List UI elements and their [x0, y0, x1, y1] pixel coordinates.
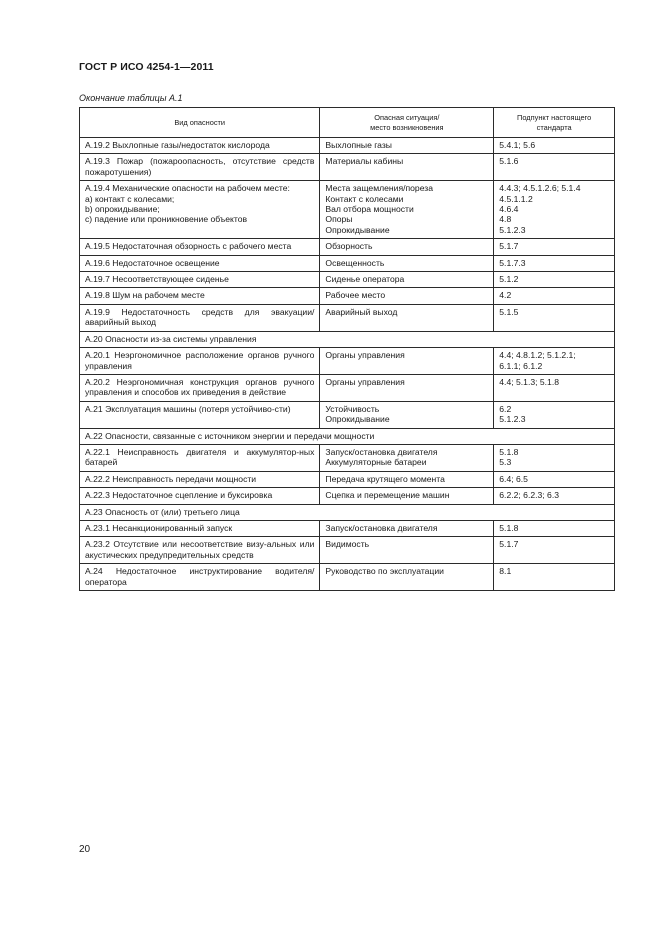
situation-cell — [320, 374, 494, 401]
table-row — [80, 181, 615, 239]
situation-cell-line: Сиденье оператора — [325, 274, 405, 285]
clause-cell-line: 6.2 — [499, 403, 512, 414]
table-row — [80, 444, 615, 471]
situation-cell-line: Устойчивость — [325, 403, 380, 414]
clause-cell-line: 4.8 — [499, 214, 512, 225]
hazard-cell — [80, 401, 320, 428]
situation-cell-line: Опоры — [325, 214, 353, 225]
table-row — [80, 374, 615, 401]
situation-cell — [320, 348, 494, 375]
clause-cell-line: 6.4; 6.5 — [499, 473, 528, 484]
hazard-cell — [80, 255, 320, 271]
table-row — [80, 288, 615, 304]
situation-cell — [320, 444, 494, 471]
hazard-cell-line: А.23.2 Отсутствие или несоответствие визу-альных или акустических предупредительных средств — [85, 539, 315, 560]
hazard-cell-line: а) контакт с колесами; — [85, 193, 175, 204]
page-number: 20 — [79, 844, 91, 855]
hazard-cell — [80, 488, 320, 504]
hazard-cell — [80, 444, 320, 471]
column-header-situation: Опасная ситуация/ место возникновения — [320, 108, 494, 138]
situation-cell-line: Места защемления/пореза — [325, 183, 434, 194]
clause-cell-line: 4.4; 5.1.3; 5.1.8 — [499, 376, 560, 387]
clause-cell-line: 5.4.1; 5.6 — [499, 140, 536, 150]
situation-cell-line: Руководство по эксплуатации — [325, 566, 444, 577]
hazard-cell-line: А.19.9 Недостаточность средств для эвакуации/ аварийный выход — [85, 306, 315, 328]
hazard-cell-line: А.20.1 Неэргономичное расположение органов ручного управления — [85, 350, 315, 371]
table-row — [80, 272, 615, 288]
clause-cell-line: 4.2 — [499, 290, 512, 301]
clause-cell — [494, 154, 615, 181]
document-header: ГОСТ Р ИСО 4254-1—2011 — [79, 61, 214, 73]
situation-cell — [320, 401, 494, 428]
situation-cell — [320, 488, 494, 504]
clause-cell-line: 5.1.7 — [499, 241, 519, 252]
hazard-cell — [80, 564, 320, 591]
clause-cell-line: 4.4.3; 4.5.1.2.6; 5.1.4 — [499, 183, 581, 194]
group-heading: А.22 Опасности, связанные с источником энергии и передачи мощности — [80, 428, 615, 444]
table-row — [80, 537, 615, 564]
situation-cell-line: Обзорность — [325, 241, 373, 252]
clause-cell — [494, 348, 615, 375]
situation-cell — [320, 520, 494, 536]
situation-cell-line: Сцепка и перемещение машин — [325, 490, 450, 501]
situation-cell — [320, 181, 494, 239]
hazard-cell — [80, 181, 320, 239]
hazard-cell — [80, 304, 320, 331]
clause-cell-line: 4.4; 4.8.1.2; 5.1.2.1; — [499, 350, 576, 361]
hazard-cell-line: А.21 Эксплуатация машины (потеря устойчиво-сти) — [85, 403, 291, 414]
hazard-cell-line: А.22.3 Недостаточное сцепление и буксировка — [85, 490, 273, 501]
clause-cell-line: 5.1.5 — [499, 306, 519, 317]
hazard-cell-line: А.19.2 Выхлопные газы/недостаток кислорода — [85, 140, 270, 150]
clause-cell — [494, 374, 615, 401]
situation-cell — [320, 537, 494, 564]
hazard-cell — [80, 239, 320, 255]
hazard-cell-line: А.20.2 Неэргономичная конструкция органов ручного управления и способов их приведения в действие — [85, 376, 315, 398]
situation-cell — [320, 304, 494, 331]
clause-cell-line: 4.5.1.1.2 — [499, 193, 533, 204]
situation-cell — [320, 288, 494, 304]
situation-cell-line: Материалы кабины — [325, 156, 404, 167]
situation-cell-line: Видимость — [325, 539, 370, 550]
table-body — [80, 138, 615, 591]
clause-cell — [494, 181, 615, 239]
situation-cell-line: Выхлопные газы — [325, 140, 392, 150]
table-caption: Окончание таблицы А.1 — [79, 93, 183, 103]
situation-cell-line: Рабочее место — [325, 290, 386, 301]
clause-cell-line: 8.1 — [499, 566, 512, 577]
situation-cell — [320, 272, 494, 288]
situation-cell-line: Опрокидывание — [325, 414, 390, 425]
clause-cell-line: 5.1.2 — [499, 274, 519, 285]
situation-cell-line: Освещенность — [325, 257, 385, 268]
hazard-cell — [80, 138, 320, 154]
clause-cell — [494, 401, 615, 428]
clause-cell — [494, 471, 615, 487]
clause-cell-line: 5.1.2.3 — [499, 414, 526, 425]
clause-cell — [494, 304, 615, 331]
table-row — [80, 471, 615, 487]
group-heading: А.23 Опасность от (или) третьего лица — [80, 504, 615, 520]
column-header-hazard: Вид опасности — [80, 108, 320, 138]
situation-cell — [320, 138, 494, 154]
situation-cell-line: Запуск/остановка двигателя — [325, 522, 438, 533]
situation-cell-line: Аккумуляторные батареи — [325, 457, 427, 468]
hazard-cell — [80, 154, 320, 181]
clause-cell — [494, 444, 615, 471]
table-group-row — [80, 504, 615, 520]
hazard-cell-line: А.19.8 Шум на рабочем месте — [85, 290, 205, 301]
hazard-cell-line: А.23.1 Несанкционированный запуск — [85, 522, 233, 533]
table-row — [80, 520, 615, 536]
hazard-cell-line: А.19.4 Механические опасности на рабочем месте: — [85, 183, 290, 194]
clause-cell-line: 6.1.1; 6.1.2 — [499, 360, 543, 371]
clause-cell — [494, 272, 615, 288]
table-row — [80, 154, 615, 181]
hazard-cell — [80, 537, 320, 564]
hazard-cell — [80, 348, 320, 375]
hazard-cell-line: А.19.7 Несоответствующее сиденье — [85, 274, 229, 285]
clause-cell — [494, 520, 615, 536]
hazard-cell-line: А.19.3 Пожар (пожароопасность, отсутствие средств пожаротушения) — [85, 156, 315, 177]
situation-cell-line: Передача крутящего момента — [325, 473, 445, 484]
table-row — [80, 138, 615, 154]
clause-cell-line: 5.3 — [499, 457, 512, 468]
table-row — [80, 488, 615, 504]
group-heading: А.20 Опасности из-за системы управления — [80, 331, 615, 347]
clause-cell — [494, 288, 615, 304]
situation-cell-line: Органы управления — [325, 376, 405, 387]
situation-cell — [320, 239, 494, 255]
table-row — [80, 564, 615, 591]
situation-cell — [320, 154, 494, 181]
situation-cell-line: Вал отбора мощности — [325, 204, 414, 215]
hazard-cell-line: с) падение или проникновение объектов — [85, 214, 248, 225]
situation-cell-line: Органы управления — [325, 350, 405, 361]
table-row — [80, 255, 615, 271]
table-row — [80, 401, 615, 428]
table-row — [80, 304, 615, 331]
hazard-cell-line: А.22.2 Неисправность передачи мощности — [85, 473, 257, 484]
clause-cell-line: 5.1.8 — [499, 522, 519, 533]
table-group-row — [80, 428, 615, 444]
table-header-row — [80, 108, 615, 138]
clause-cell — [494, 255, 615, 271]
situation-cell — [320, 471, 494, 487]
situation-cell — [320, 255, 494, 271]
hazard-cell-line: А.19.5 Недостаточная обзорность с рабочего места — [85, 241, 292, 252]
column-header-clause: Подпункт настоящего стандарта — [494, 108, 615, 138]
situation-cell-line: Опрокидывание — [325, 224, 390, 235]
clause-cell — [494, 488, 615, 504]
table-row — [80, 348, 615, 375]
hazard-cell-line: b) опрокидывание; — [85, 204, 160, 215]
hazard-cell — [80, 374, 320, 401]
clause-cell-line: 6.2.2; 6.2.3; 6.3 — [499, 490, 560, 501]
clause-cell — [494, 239, 615, 255]
situation-cell-line: Запуск/остановка двигателя — [325, 446, 438, 457]
hazard-cell — [80, 471, 320, 487]
hazard-cell — [80, 272, 320, 288]
table-row — [80, 239, 615, 255]
hazard-cell — [80, 288, 320, 304]
clause-cell-line: 5.1.7.3 — [499, 257, 526, 268]
clause-cell-line: 5.1.7 — [499, 539, 519, 550]
clause-cell — [494, 138, 615, 154]
table-group-row — [80, 331, 615, 347]
situation-cell-line: Контакт с колесами — [325, 193, 404, 204]
situation-cell — [320, 564, 494, 591]
clause-cell — [494, 564, 615, 591]
hazard-table — [79, 107, 615, 591]
clause-cell-line: 4.6.4 — [499, 204, 519, 215]
hazard-cell-line: А.22.1 Неисправность двигателя и аккумулятор-ных батарей — [85, 446, 315, 468]
clause-cell-line: 5.1.6 — [499, 156, 519, 167]
clause-cell-line: 5.1.2.3 — [499, 224, 526, 235]
clause-cell — [494, 537, 615, 564]
hazard-cell-line: А.19.6 Недостаточное освещение — [85, 257, 220, 268]
hazard-cell-line: А.24 Недостаточное инструктирование водителя/ оператора — [85, 566, 315, 587]
clause-cell-line: 5.1.8 — [499, 446, 519, 457]
hazard-cell — [80, 520, 320, 536]
situation-cell-line: Аварийный выход — [325, 306, 398, 317]
